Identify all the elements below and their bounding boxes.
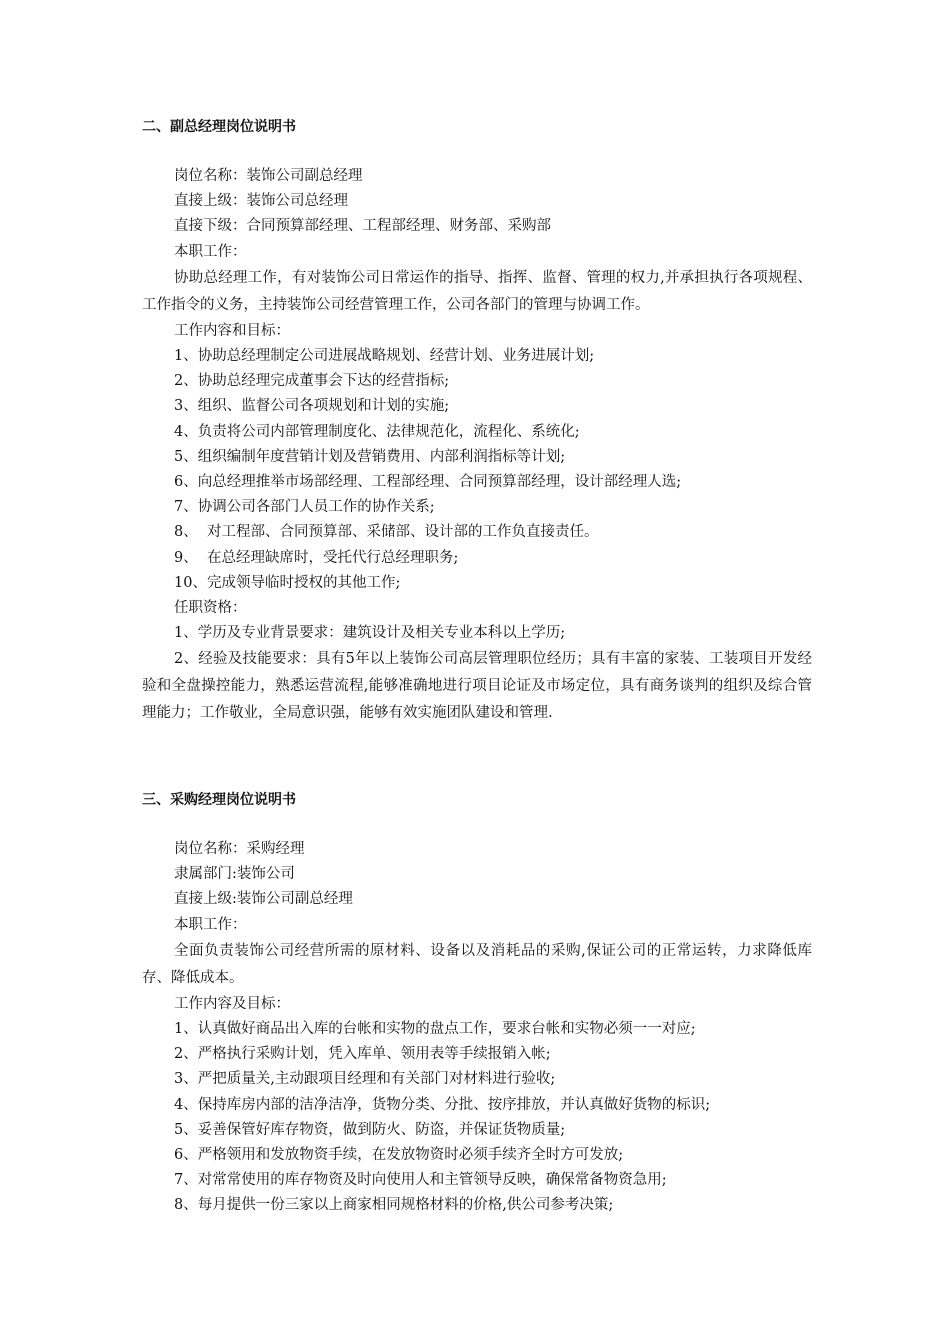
list-item: 5、组织编制年度营销计划及营销费用、内部利润指标等计划; <box>174 448 566 465</box>
duty-text: 协助总经理工作，有对装饰公司日常运作的指导、指挥、监督、管理的权力,并承担执行各项规程、工作指令的义务，主持装饰公司经营管理工作，公司各部门的管理与协调工作。 <box>142 269 812 313</box>
list-item: 4、保持库房内部的洁净洁净，货物分类、分批、按序排放，并认真做好货物的标识; <box>174 1096 711 1113</box>
qualification-label: 任职资格： <box>174 600 247 617</box>
content-label: 工作内容和目标： <box>174 322 290 339</box>
list-item: 1、认真做好商品出入库的台帐和实物的盘点工作，要求台帐和实物必须一一对应; <box>174 1021 696 1038</box>
list-item: 2、严格执行采购计划，凭入库单、领用表等手续报销入帐; <box>174 1046 551 1063</box>
department: 隶属部门:装饰公司 <box>174 866 295 883</box>
qualification-education: 1、学历及专业背景要求：建筑设计及相关专业本科以上学历; <box>174 625 566 642</box>
list-item: 9、 在总经理缺席时，受托代行总经理职务; <box>174 549 459 566</box>
list-item: 3、严把质量关,主动跟项目经理和有关部门对材料进行验收; <box>174 1071 556 1088</box>
section-purchasing-manager <box>142 790 812 1219</box>
list-item: 6、向总经理推举市场部经理、工程部经理、合同预算部经理，设计部经理人选; <box>174 474 682 491</box>
list-item: 7、协调公司各部门人员工作的协作关系; <box>174 499 435 516</box>
section-title: 三、采购经理岗位说明书 <box>142 792 296 808</box>
position-name: 岗位名称：装饰公司副总经理 <box>174 168 363 184</box>
duty-text: 全面负责装饰公司经营所需的原材料、设备以及消耗品的采购,保证公司的正常运转，力求降低库存、降低成本。 <box>142 942 812 986</box>
duty-label: 本职工作： <box>174 243 247 260</box>
duty-label: 本职工作： <box>174 916 247 933</box>
list-item: 1、协助总经理制定公司进展战略规划、经营计划、业务进展计划; <box>174 348 595 365</box>
list-item: 7、对常常使用的库存物资及时向使用人和主管领导反映，确保常备物资急用; <box>174 1172 667 1189</box>
list-item: 8、 对工程部、合同预算部、采储部、设计部的工作负直接责任。 <box>174 524 599 541</box>
list-item: 3、组织、监督公司各项规划和计划的实施; <box>174 398 450 415</box>
direct-superior: 直接上级：装饰公司总经理 <box>174 193 348 210</box>
list-item: 2、协助总经理完成董事会下达的经营指标; <box>174 373 450 390</box>
section-vice-general-manager <box>142 117 812 727</box>
list-item: 4、负责将公司内部管理制度化、法律规范化，流程化、系统化; <box>174 423 580 440</box>
direct-subordinates: 直接下级：合同预算部经理、工程部经理、财务部、采购部 <box>174 218 551 235</box>
list-item: 5、妥善保管好库存物资，做到防火、防盗，并保证货物质量; <box>174 1121 566 1138</box>
direct-superior: 直接上级:装饰公司副总经理 <box>174 891 353 908</box>
qualification-experience: 2、经验及技能要求：具有5年以上装饰公司高层管理职位经历；具有丰富的家装、工装项目开发经验和全盘操控能力，熟悉运营流程,能够准确地进行项目论证及市场定位，具有商务谈判的组织及综合管理能力；工作敬业，全局意识强，能够有效实施团队建设和管理. <box>142 651 812 722</box>
list-item: 6、严格领用和发放物资手续，在发放物资时必须手续齐全时方可发放; <box>174 1147 624 1164</box>
list-item: 8、每月提供一份三家以上商家相同规格材料的价格,供公司参考决策; <box>174 1197 614 1214</box>
list-item: 10、完成领导临时授权的其他工作; <box>174 574 401 591</box>
position-name: 岗位名称：采购经理 <box>174 841 305 857</box>
content-label: 工作内容及目标： <box>174 995 290 1012</box>
section-title: 二、副总经理岗位说明书 <box>142 119 296 135</box>
